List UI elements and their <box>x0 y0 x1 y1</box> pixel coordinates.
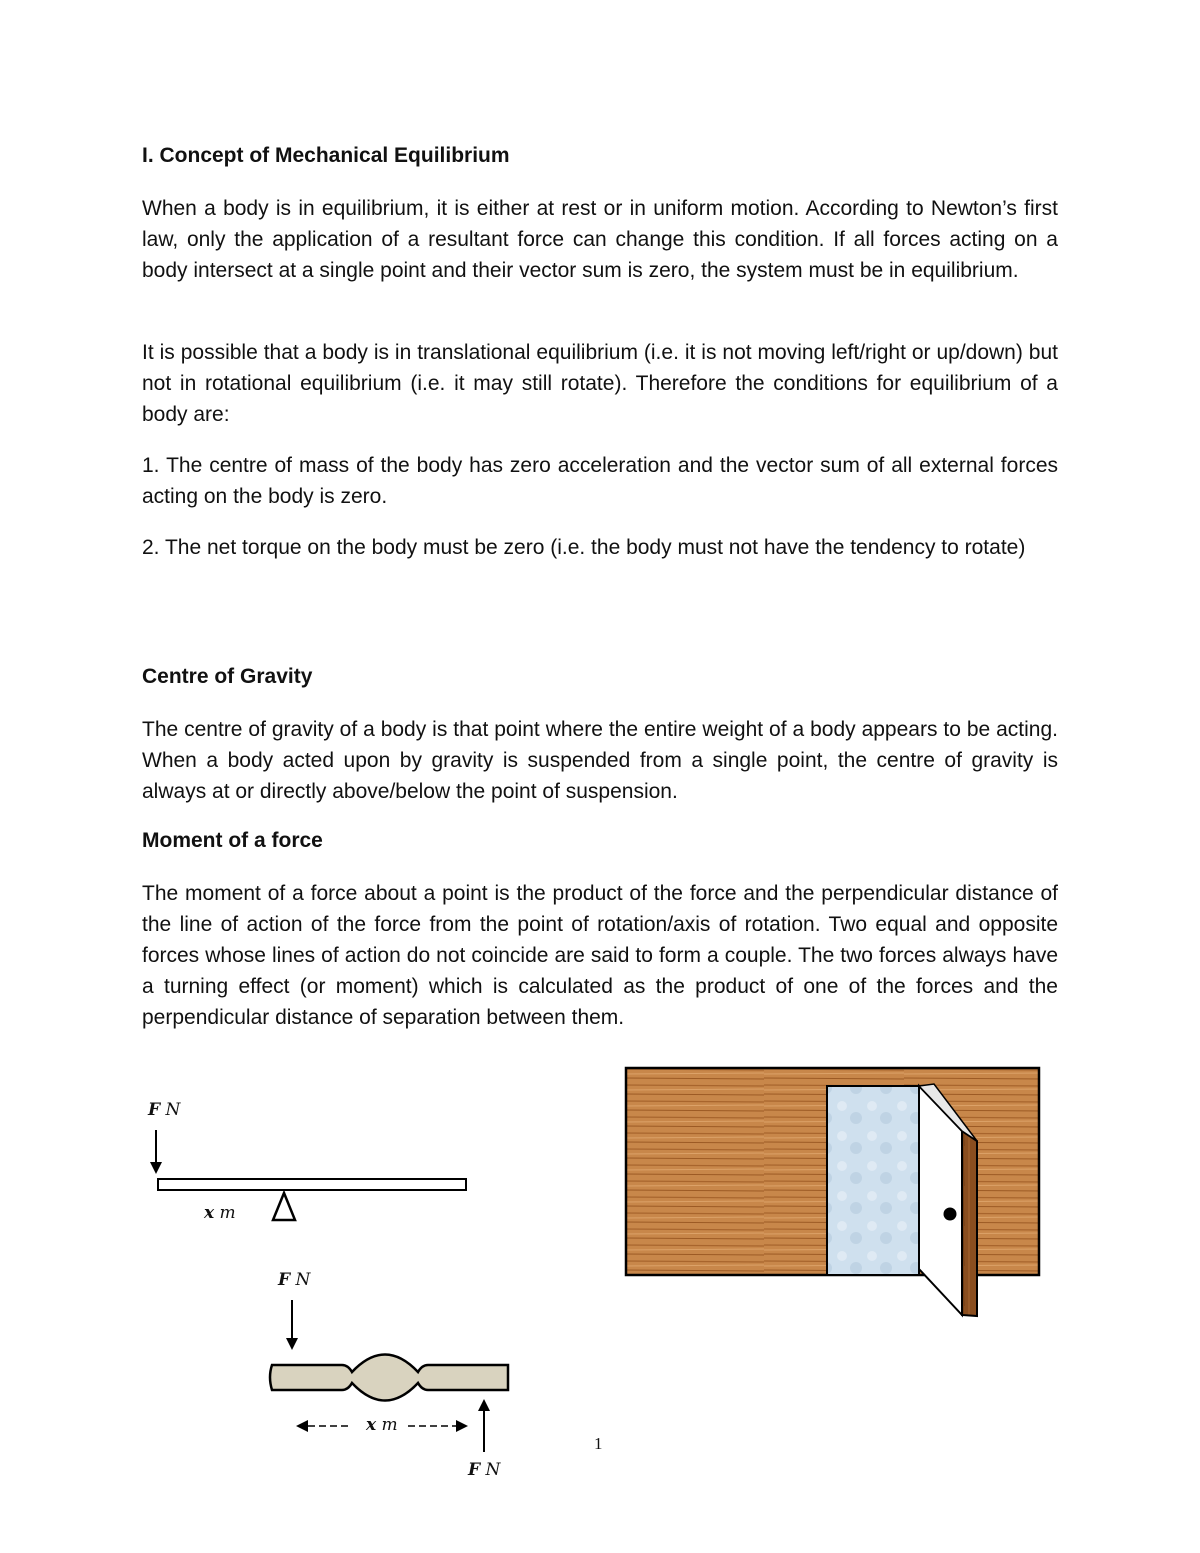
condition-item-1: 1. The centre of mass of the body has zero acceleration and the vector sum of all external forces acting on the body is zero. <box>142 454 1058 508</box>
paragraph-translational-rotational: It is possible that a body is in translational equilibrium (i.e. it is not moving left/right or up/down) but not in rotational equilibrium (i.e. it may still rotate). Therefore the conditions for equilibrium of a body are: <box>142 341 1058 426</box>
couple-distance-label: x m <box>366 1415 398 1435</box>
door-figure <box>624 1066 1044 1322</box>
fulcrum-triangle <box>273 1193 295 1220</box>
couple-bottom-force-label: F N <box>468 1460 501 1480</box>
section-heading-moment-of-force: Moment of a force <box>142 829 323 852</box>
door-opening-glass <box>827 1086 919 1275</box>
distance-left-arrowhead <box>296 1420 308 1432</box>
lever-force-label: F N <box>148 1100 181 1120</box>
page-number: 1 <box>594 1434 603 1453</box>
section-heading-centre-of-gravity: Centre of Gravity <box>142 665 313 688</box>
paragraph-centre-of-gravity: The centre of gravity of a body is that point where the entire weight of a body appears to be acting. When a body acted upon by gravity is suspended from a single point, the centre of gravity is always at or directly above/below the point of suspension. <box>142 718 1058 803</box>
section-heading-mechanical-equilibrium: I. Concept of Mechanical Equilibrium <box>142 144 510 167</box>
lever-diagram <box>140 1090 480 1240</box>
couple-diagram <box>260 1262 530 1492</box>
paragraph-equilibrium-definition: When a body is in equilibrium, it is either at rest or in uniform motion. According to Newton’s first law, only the application of a resultant force can change this condition. If all forces acting on a body intersect at a single point and their vector sum is zero, the system must be in equilibrium. <box>142 197 1058 282</box>
condition-item-2: 2. The net torque on the body must be zero (i.e. the body must not have the tendency to rotate) <box>142 536 1026 559</box>
couple-figure <box>260 1262 530 1492</box>
dumbbell-bar <box>270 1355 508 1401</box>
lever-figure <box>140 1090 480 1240</box>
paragraph-moment-of-force: The moment of a force about a point is the product of the force and the perpendicular distance of the line of action of the force from the point of rotation/axis of rotation. Two equal and opposite forces whose lines of action do not coincide are said to form a couple. The two forces always have a turning effect (or moment) which is calculated as the product of one of the forces and the perpendicular distance of separation between them. <box>142 882 1058 1029</box>
door-illustration <box>624 1066 1044 1322</box>
distance-right-arrowhead <box>456 1420 468 1432</box>
door-edge <box>962 1131 977 1316</box>
couple-top-force-label: F N <box>278 1270 311 1290</box>
lever-distance-label: x m <box>204 1203 236 1223</box>
couple-bottom-arrowhead <box>478 1399 490 1411</box>
door-knob <box>944 1208 957 1221</box>
couple-top-arrowhead <box>286 1338 298 1350</box>
lever-beam <box>158 1179 466 1190</box>
lever-force-arrowhead <box>150 1162 162 1174</box>
